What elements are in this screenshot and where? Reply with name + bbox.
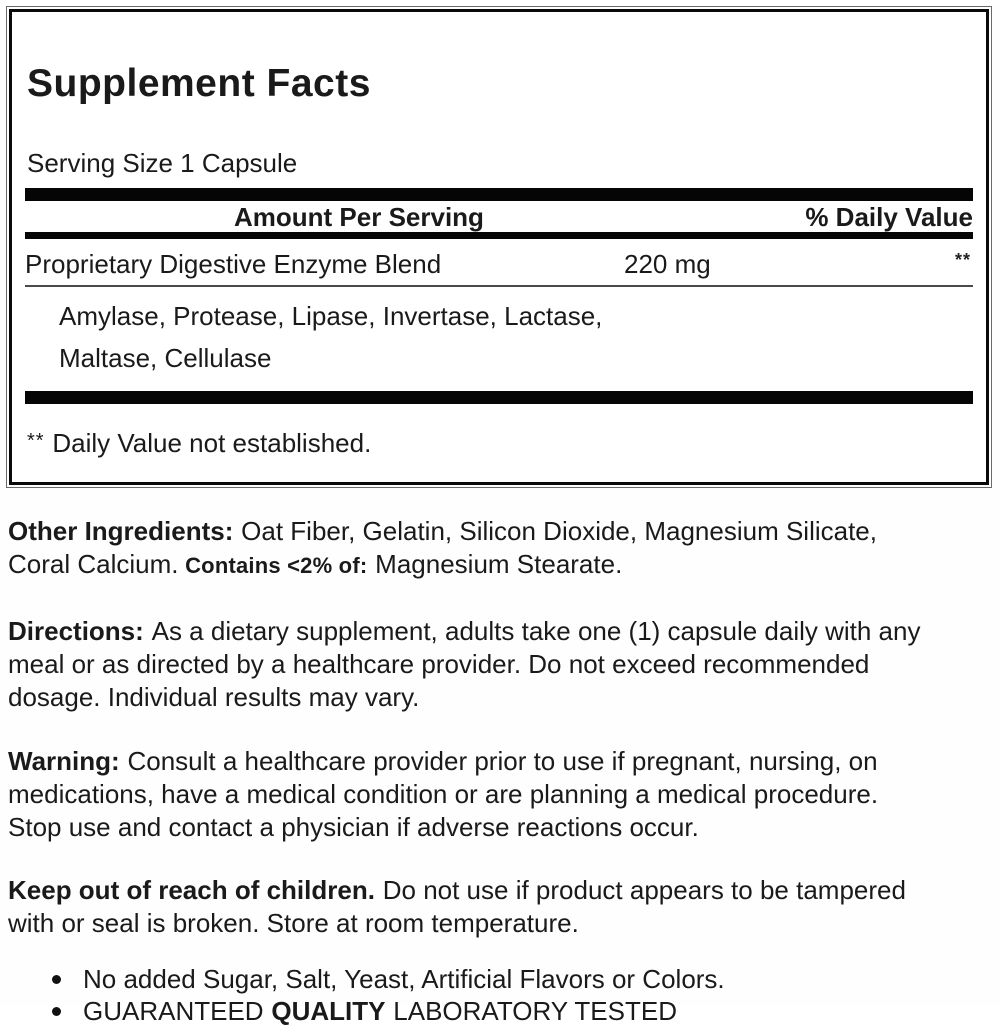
contains-label: Contains <2% of:: [185, 553, 368, 578]
warning-line-1: [8, 745, 990, 778]
keep-out-line-2: with or seal is broken. Store at room temperature.: [8, 908, 579, 938]
facts-header-row: [25, 204, 973, 231]
ingredient-daily-value: **: [954, 250, 971, 270]
blend-components-line-1: Amylase, Protease, Lipase, Invertase, Lactase,: [59, 301, 603, 331]
bullet-text-no-additives: No added Sugar, Salt, Yeast, Artificial Flavors or Colors.: [83, 964, 725, 994]
bullet-icon: [52, 975, 61, 984]
warning-text-1: Consult a healthcare provider prior to use if pregnant, nursing, on: [127, 746, 878, 776]
warning-line-3: Stop use and contact a physician if adverse reactions occur.: [8, 812, 699, 842]
thick-rule-top: [25, 188, 973, 201]
keep-out-label: Keep out of reach of children.: [8, 875, 375, 905]
other-ingredients-label: Other Ingredients:: [8, 516, 234, 546]
contains-text: Magnesium Stearate.: [375, 549, 623, 579]
directions-line-2: meal or as directed by a healthcare provider. Do not exceed recommended: [8, 649, 870, 679]
directions-text-1: As a dietary supplement, adults take one (1) capsule daily with any: [151, 616, 921, 646]
thin-rule: [25, 285, 973, 287]
directions-line-3: dosage. Individual results may vary.: [8, 682, 420, 712]
ingredient-amount: 220 mg: [624, 249, 711, 279]
other-ingredients-line-2: [8, 548, 990, 582]
column-header-daily-value: % Daily Value: [805, 202, 973, 232]
panel-title: Supplement Facts: [27, 62, 371, 105]
bullet-text-quality: [83, 995, 677, 1027]
bullet-item-no-additives: [8, 963, 990, 995]
other-ingredients-paragraph: [8, 515, 990, 582]
thick-rule-bottom: [25, 391, 973, 404]
supplement-facts-inner-border: [9, 9, 989, 485]
bullet-item-quality: [8, 995, 990, 1027]
keep-out-paragraph: [8, 874, 990, 940]
medium-rule: [25, 232, 973, 239]
supplement-facts-panel: [6, 6, 992, 488]
ingredient-row: [25, 249, 973, 279]
daily-value-footnote: [27, 428, 973, 461]
bullet-quality-end: LABORATORY TESTED: [393, 996, 677, 1026]
keep-out-text-1: Do not use if product appears to be tampered: [382, 875, 906, 905]
other-ingredients-text-2: Coral Calcium.: [8, 549, 179, 579]
footnote-asterisks: **: [27, 430, 45, 452]
serving-size: Serving Size 1 Capsule: [27, 148, 298, 178]
supplement-label: [0, 6, 1000, 1026]
bullet-quality-bold: QUALITY: [271, 996, 386, 1026]
footnote-text: Daily Value not established.: [52, 428, 372, 458]
directions-label: Directions:: [8, 616, 144, 646]
directions-line-1: [8, 615, 990, 648]
warning-line-2: medications, have a medical condition or are planning a medical procedure.: [8, 779, 879, 809]
bullet-quality-start: GUARANTEED: [83, 996, 264, 1026]
other-ingredients-line-1: [8, 515, 990, 548]
other-ingredients-text: Oat Fiber, Gelatin, Silicon Dioxide, Magnesium Silicate,: [241, 516, 877, 546]
warning-label: Warning:: [8, 746, 120, 776]
label-text-sections: [8, 515, 990, 1027]
warning-paragraph: [8, 745, 990, 844]
directions-paragraph: [8, 615, 990, 714]
feature-bullet-list: [8, 963, 990, 1027]
keep-out-line-1: [8, 874, 990, 907]
blend-components-line-2: Maltase, Cellulase: [59, 343, 272, 373]
bullet-icon: [52, 1007, 61, 1016]
ingredient-name: Proprietary Digestive Enzyme Blend: [25, 249, 442, 279]
column-header-amount: Amount Per Serving: [234, 202, 484, 232]
